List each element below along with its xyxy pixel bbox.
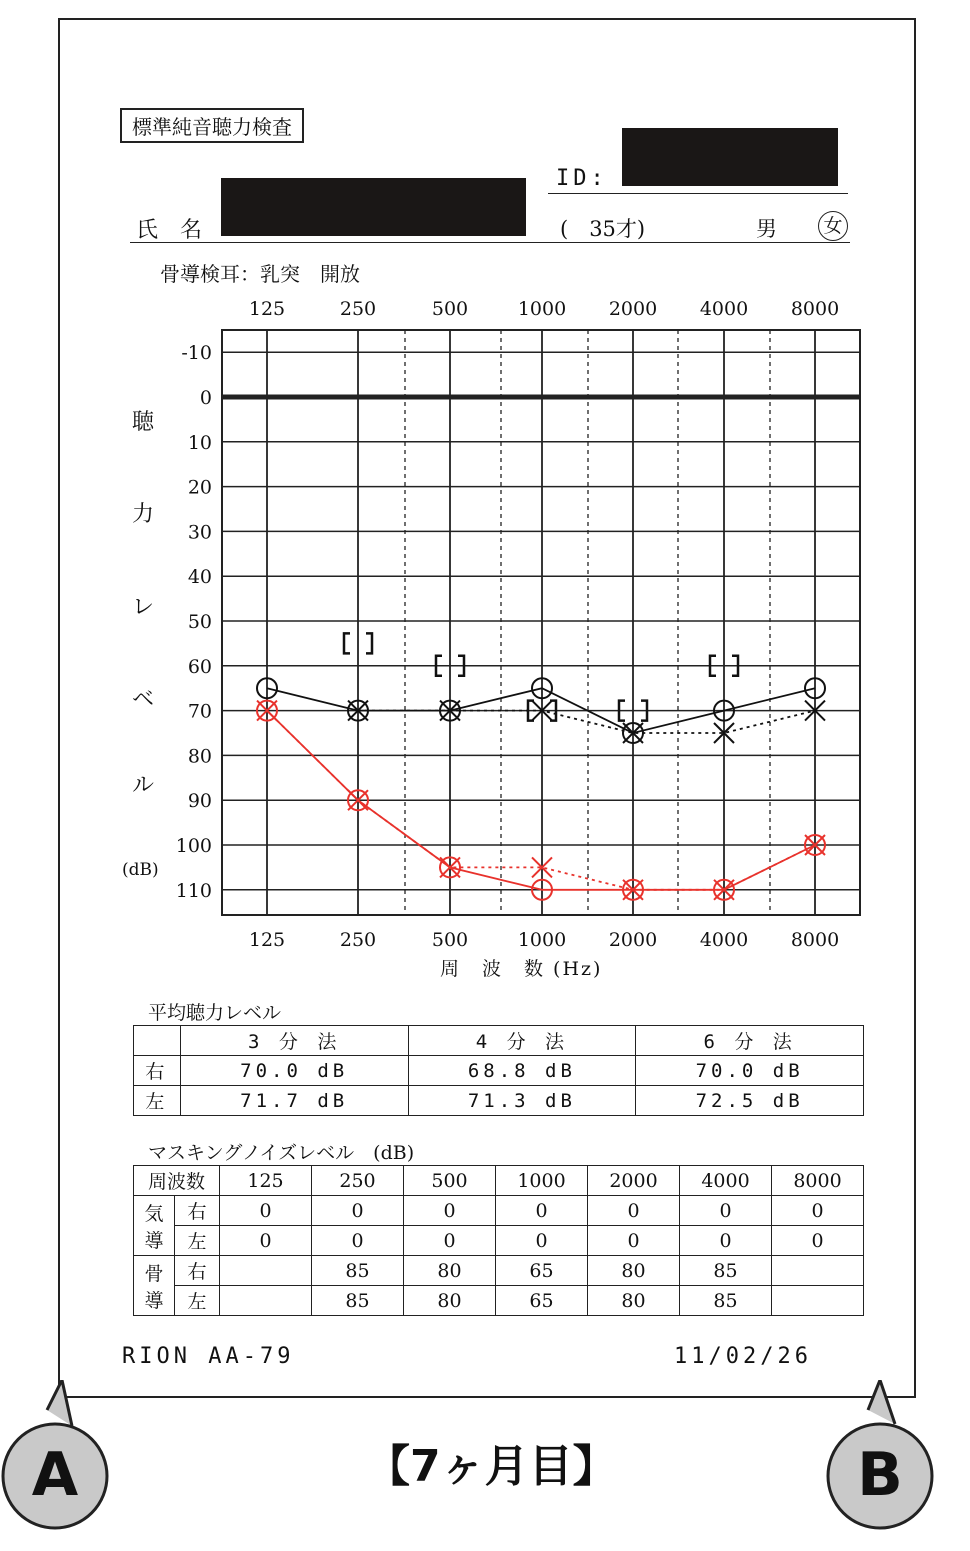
x-tick-bottom-500: 500 [431,929,469,951]
plot-frame [222,330,860,915]
mask-air-right-250: 0 [312,1196,404,1226]
mask-air-left-500: 0 [404,1226,496,1256]
mask-bone-left-4000: 85 [680,1286,772,1316]
avg-left-3: 71.7 dB [180,1086,408,1116]
x-tick-bottom-125: 125 [248,929,286,951]
avg-header-6: 6 分 法 [636,1026,864,1056]
x-tick-top-4000: 4000 [699,298,749,320]
mask-freq-1000: 1000 [496,1166,588,1196]
mask-air-left-4000: 0 [680,1226,772,1256]
mask-title: マスキングノイズレベル (dB) [148,1142,415,1164]
avg-right-3: 70.0 dB [180,1056,408,1086]
x-tick-top-250: 250 [339,298,377,320]
mask-bone-left-2000: 80 [588,1286,680,1316]
mask-freq-2000: 2000 [588,1166,680,1196]
mask-freq-250: 250 [312,1166,404,1196]
ylabel-char-5: ル [132,773,155,798]
x-tick-bottom-8000: 8000 [790,929,840,951]
mask-air-right-1000: 0 [496,1196,588,1226]
avg-left-4: 71.3 dB [408,1086,636,1116]
x-tick-top-1000: 1000 [517,298,567,320]
x-axis-label: 周 波 数 (Hz) [440,958,603,980]
y-unit: (dB) [122,860,159,880]
mask-bone-right-1000: 65 [496,1256,588,1286]
mask-freq-125: 125 [220,1166,312,1196]
avg-header-3: 3 分 法 [180,1026,408,1056]
caption: 【7ヶ月目】 [366,1441,617,1492]
x-tick-top-8000: 8000 [790,298,840,320]
mask-bone-right-250: 85 [312,1256,404,1286]
mask-freq-8000: 8000 [772,1166,864,1196]
mask-air-left-8000: 0 [772,1226,864,1256]
y-tick-60: 60 [187,655,212,678]
avg-header-4: 4 分 法 [408,1026,636,1056]
y-tick-80: 80 [187,745,212,768]
avg-table [133,1025,864,1116]
avg-right-4: 68.8 dB [408,1056,636,1086]
y-tick-10: 10 [187,431,212,454]
y-tick-40: 40 [187,566,212,589]
callout-b: B [857,1440,903,1510]
mask-bone-right-125 [220,1256,312,1286]
air-left-label: 左 [175,1226,220,1256]
mask-air-left-2000: 0 [588,1226,680,1256]
mask-air-left-1000: 0 [496,1226,588,1256]
avg-side-left: 左 [134,1086,181,1116]
mask-air-right-2000: 0 [588,1196,680,1226]
mask-bone-right-2000: 80 [588,1256,680,1286]
bone-right-label: 右 [175,1256,220,1286]
age-field: ( 35才) [560,217,646,241]
mask-air-right-8000: 0 [772,1196,864,1226]
mask-bone-right-500: 80 [404,1256,496,1286]
y-tick-20: 20 [187,476,212,499]
mask-air-left-250: 0 [312,1226,404,1256]
y-tick-110: 110 [175,879,212,902]
bone-left-label: 左 [175,1286,220,1316]
mask-bone-left-1000: 65 [496,1286,588,1316]
ylabel-char-3: レ [132,595,155,620]
y-tick-50: 50 [187,611,212,633]
x-tick-top-500: 500 [431,298,469,320]
mask-bone-left-250: 85 [312,1286,404,1316]
series-1-line [358,711,815,733]
x-tick-bottom-4000: 4000 [699,929,749,951]
test-date: 11/02/26 [674,1344,812,1369]
mask-air-right-500: 0 [404,1196,496,1226]
avg-title: 平均聴力レベル [148,1002,282,1024]
x-tick-bottom-1000: 1000 [517,929,567,951]
avg-right-6: 70.0 dB [636,1056,864,1086]
bone-label: 骨 導 [134,1256,175,1316]
sex-female-circled: 女 [818,211,848,241]
x-tick-top-125: 125 [248,298,286,320]
y-tick--10: -10 [181,342,212,365]
x-tick-top-2000: 2000 [608,298,658,320]
mask-freq-500: 500 [404,1166,496,1196]
y-tick-30: 30 [187,521,212,544]
ylabel-char-4: ベ [132,687,155,712]
y-tick-0: 0 [199,387,212,409]
avg-side-right: 右 [134,1056,181,1086]
name-label: 氏 名 [136,218,203,243]
bone-conduction-note: 骨導検耳：乳突 開放 [160,262,360,286]
mask-air-left-125: 0 [220,1226,312,1256]
mask-freq-4000: 4000 [680,1166,772,1196]
ylabel-char-2: 力 [132,502,155,527]
ylabel-char-1: 聴 [132,410,155,435]
callout-a: A [31,1440,79,1510]
mask-bone-left-500: 80 [404,1286,496,1316]
y-tick-70: 70 [187,700,212,723]
mask-bone-right-4000: 85 [680,1256,772,1286]
air-right-label: 右 [175,1196,220,1226]
y-tick-100: 100 [175,835,212,857]
y-tick-90: 90 [187,790,212,813]
avg-corner [134,1026,181,1056]
masking-table [133,1165,864,1316]
mask-bone-right-8000 [772,1256,864,1286]
mask-bone-left-125 [220,1286,312,1316]
device-model: RION AA-79 [122,1344,295,1369]
id-label: ID: [556,166,608,191]
x-tick-bottom-2000: 2000 [608,929,658,951]
mask-header: 周波数 [134,1166,220,1196]
x-tick-bottom-250: 250 [339,929,377,951]
mask-air-right-4000: 0 [680,1196,772,1226]
mask-bone-left-8000 [772,1286,864,1316]
avg-left-6: 72.5 dB [636,1086,864,1116]
air-label: 気 導 [134,1196,175,1256]
mask-air-right-125: 0 [220,1196,312,1226]
form-title: 標準純音聴力検査 [120,108,304,143]
sex-male: 男 [756,217,777,241]
